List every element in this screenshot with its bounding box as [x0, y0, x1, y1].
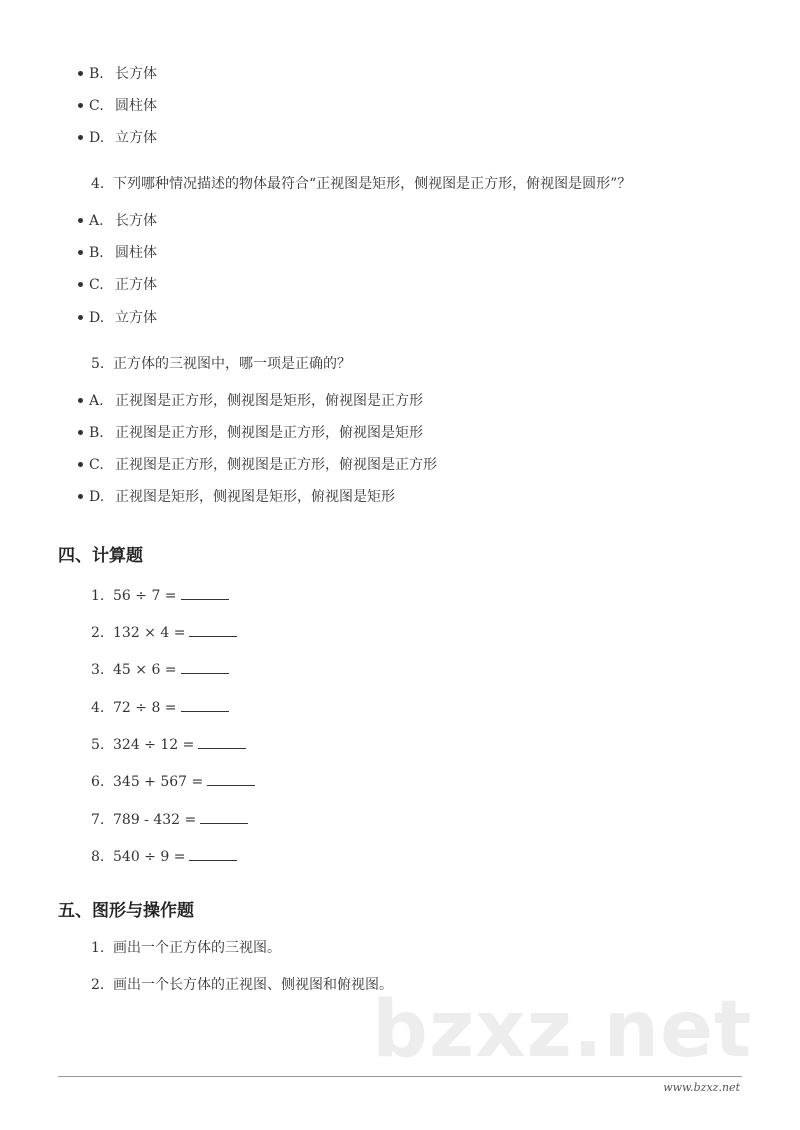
calc-expression: 540 ÷ 9 = [113, 849, 186, 865]
item-number: 1. [91, 588, 105, 604]
bullet-icon [78, 250, 83, 255]
calc-expression: 345 + 567 = [113, 774, 204, 790]
option-text: 长方体 [115, 66, 157, 82]
option-letter: A. [89, 393, 104, 409]
q3-option-c [78, 97, 157, 115]
answer-blank[interactable] [198, 736, 246, 749]
option-text: 正方体 [115, 277, 157, 293]
calc-item-6 [91, 773, 255, 791]
bullet-icon [78, 315, 83, 320]
calc-item-2 [91, 624, 237, 642]
question-number: 4. [91, 176, 105, 192]
bullet-icon [78, 71, 83, 76]
bullet-icon [78, 398, 83, 403]
option-text: 正视图是正方形，侧视图是正方形，俯视图是正方形 [115, 457, 437, 473]
q4-option-d [78, 309, 157, 327]
option-text: 圆柱体 [115, 98, 157, 114]
q5-option-c [78, 456, 437, 474]
footer-divider [58, 1076, 742, 1077]
question-5 [91, 355, 351, 373]
item-number: 7. [91, 812, 105, 828]
answer-blank[interactable] [207, 773, 255, 786]
option-letter: D. [89, 489, 105, 505]
calc-expression: 324 ÷ 12 = [113, 737, 195, 753]
q4-option-a [78, 212, 157, 230]
option-text: 长方体 [115, 213, 157, 229]
option-letter: D. [89, 130, 105, 146]
question-text: 下列哪种情况描述的物体最符合“正视图是矩形，侧视图是正方形，俯视图是圆形”？ [113, 176, 632, 192]
option-letter: B. [89, 245, 104, 261]
q3-option-d [78, 129, 157, 147]
q5-option-a [78, 392, 423, 410]
calc-expression: 72 ÷ 8 = [113, 700, 177, 716]
option-letter: B. [89, 66, 104, 82]
section-heading-geometry: 五、图形与操作题 [58, 901, 194, 921]
bullet-icon [78, 494, 83, 499]
q3-option-b [78, 65, 157, 83]
option-text: 立方体 [115, 310, 157, 326]
option-letter: C. [89, 98, 104, 114]
answer-blank[interactable] [189, 848, 237, 861]
answer-blank[interactable] [181, 587, 229, 600]
bullet-icon [78, 135, 83, 140]
item-number: 2. [91, 625, 105, 641]
calc-item-4 [91, 699, 229, 717]
section-heading-calculation: 四、计算题 [58, 546, 143, 566]
calc-item-5 [91, 736, 246, 754]
item-text: 画出一个长方体的正视图、侧视图和俯视图。 [113, 977, 393, 993]
calc-expression: 56 ÷ 7 = [113, 588, 177, 604]
item-number: 5. [91, 737, 105, 753]
bullet-icon [78, 218, 83, 223]
calc-expression: 45 × 6 = [113, 662, 177, 678]
footer-url: www.bzxz.net [663, 1081, 740, 1094]
option-text: 正视图是正方形，侧视图是正方形，俯视图是矩形 [115, 425, 423, 441]
q5-option-b [78, 424, 423, 442]
option-text: 正视图是矩形，侧视图是矩形，俯视图是矩形 [115, 489, 395, 505]
calc-expression: 132 × 4 = [113, 625, 186, 641]
answer-blank[interactable] [200, 811, 248, 824]
item-number: 1. [91, 940, 105, 956]
calc-item-7 [91, 811, 248, 829]
question-4 [91, 175, 631, 193]
question-number: 5. [91, 356, 105, 372]
item-number: 8. [91, 849, 105, 865]
calc-item-8 [91, 848, 237, 866]
question-text: 正方体的三视图中，哪一项是正确的？ [113, 356, 351, 372]
q4-option-c [78, 276, 157, 294]
geometry-item-1 [91, 939, 281, 957]
watermark-logo: bzxz.net [372, 985, 753, 1075]
option-text: 圆柱体 [115, 245, 157, 261]
bullet-icon [78, 462, 83, 467]
geometry-item-2 [91, 976, 393, 994]
q5-option-d [78, 488, 395, 506]
answer-blank[interactable] [181, 661, 229, 674]
option-letter: C. [89, 277, 104, 293]
calc-item-3 [91, 661, 229, 679]
option-letter: B. [89, 425, 104, 441]
item-number: 2. [91, 977, 105, 993]
q4-option-b [78, 244, 157, 262]
option-letter: A. [89, 213, 104, 229]
bullet-icon [78, 103, 83, 108]
item-number: 6. [91, 774, 105, 790]
option-text: 立方体 [115, 130, 157, 146]
item-number: 3. [91, 662, 105, 678]
item-number: 4. [91, 700, 105, 716]
option-text: 正视图是正方形，侧视图是矩形，俯视图是正方形 [115, 393, 423, 409]
calc-item-1 [91, 587, 229, 605]
answer-blank[interactable] [189, 624, 237, 637]
calc-expression: 789 - 432 = [113, 812, 197, 828]
item-text: 画出一个正方体的三视图。 [113, 940, 281, 956]
bullet-icon [78, 430, 83, 435]
answer-blank[interactable] [181, 699, 229, 712]
option-letter: C. [89, 457, 104, 473]
bullet-icon [78, 282, 83, 287]
option-letter: D. [89, 310, 105, 326]
